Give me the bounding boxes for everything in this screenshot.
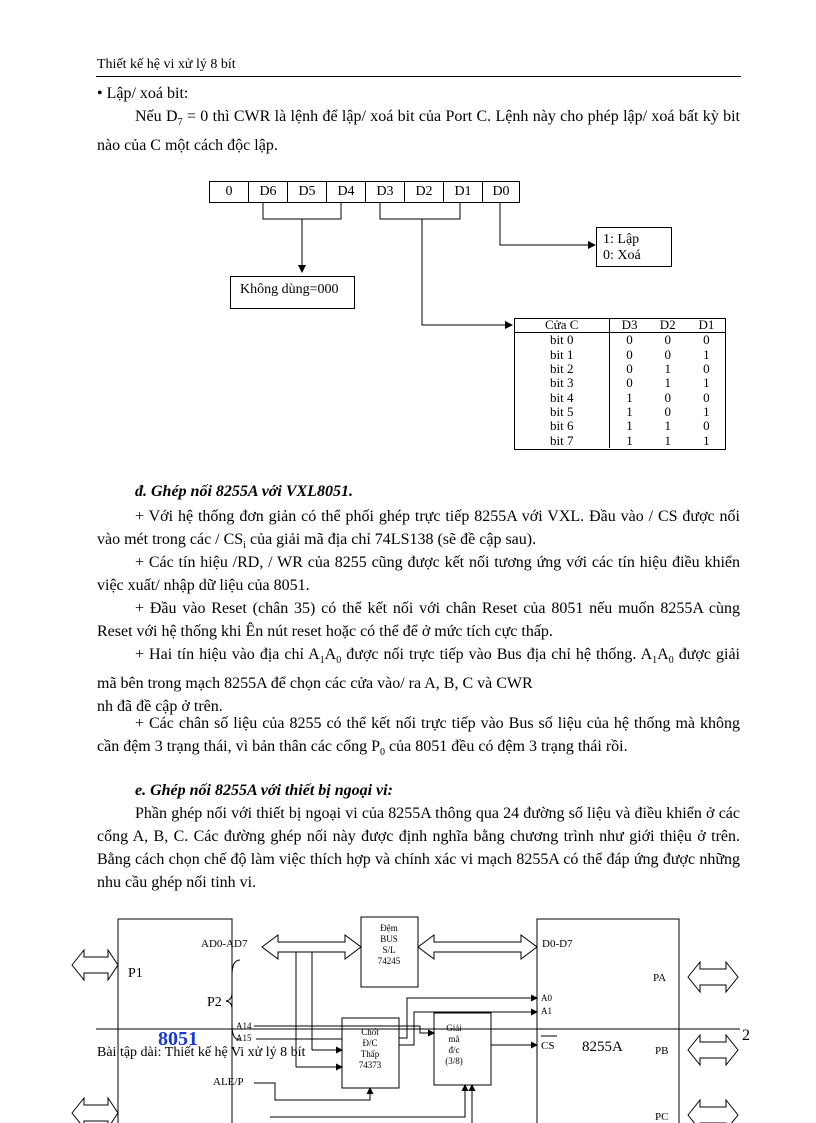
table-row: bit 2 0 1 0 [514,362,726,376]
table-row: bit 6 1 1 0 [514,419,726,433]
svg-text:Giải: Giải [446,1023,462,1033]
table-row: bit 5 1 0 1 [514,405,726,419]
a0-label: A0 [541,993,552,1003]
section-d-para-4: + Hai tín hiệu vào địa chỉ $A_1A_0$ được nối trực tiếp vào Bus địa chỉ hệ thống. $A_1A_0$ được giải mã bên trong mạch 8255A để chọn các cửa vào/ ra A, B, C và CWR nh đã đề cập ở trên. [97,646,740,716]
table-row: bit 3 0 1 1 [514,376,726,390]
page-footer: Bài tập dài: Thiết kế hệ Vi xử lý 8 bít [97,1045,306,1060]
svg-text:BUS: BUS [380,934,398,944]
table-row: bit 0 0 0 0 [514,333,726,348]
pb-label: PB [655,1045,669,1057]
register-bit-d3: D3 [365,181,405,203]
svg-text:74245: 74245 [377,956,401,966]
svg-text:(3/8): (3/8) [445,1056,463,1066]
table-header-cell: D1 [687,318,726,333]
a1-label: A1 [541,1006,552,1016]
section-e-para: Phần ghép nối với thiết bị ngoại vi của 8255A thông qua 24 đường số liệu và điều khiển ở các cổng A, B, C. Các đường ghép nối này được định nghĩa bằng chương trình như giới thiệu ở trên. Bằng cách chọn chế độ làm việc thích hợp và chính xác vi mạch 8255A có thể đáp ứng được những nhu cầu ghép nối tinh vi. [97,805,740,891]
section-e-heading: e. Ghép nối 8255A với thiết bị ngoại vi: [135,782,393,799]
pa-label: PA [653,972,667,984]
register-bit-d0: D0 [482,181,520,203]
chip-label: 8255A [582,1039,623,1055]
pc-label: PC [655,1111,669,1123]
section-d-para-2: + Các tín hiệu /RD, / WR của 8255 cũng được kết nối tương ứng với các tín hiệu điều khiển việc xuất/ nhập dữ liệu của 8051. [97,554,740,594]
table-row: bit 7 1 1 1 [514,433,726,447]
a15-label: A15 [236,1033,252,1043]
bit-paragraph: Nếu $D_7 = 0$ thì CWR là lệnh để lập/ xoá bit của Port C. Lệnh này cho phép lập/ xoá bất kỳ bit nào của C một cách độc lập. [97,108,740,155]
d0d7-label: D0-D7 [542,938,573,950]
register-bit-d4: D4 [326,181,366,203]
svg-text:S/L: S/L [382,945,396,955]
table-header-cell: D2 [649,318,687,333]
page-header: Thiết kế hệ vi xử lý 8 bít [97,57,236,72]
register-bit-d1: D1 [443,181,483,203]
table-header-row [514,318,726,333]
svg-text:đ/c: đ/c [448,1045,460,1055]
register-bit-d5: D5 [287,181,327,203]
mcu-label: 8051 [158,1028,198,1050]
unused-bits-box: Không dùng=000 [230,276,355,309]
bit-select-table [514,318,726,448]
section-d-para-1: + Với hệ thống đơn giản có thể phối ghép trực tiếp 8255A với VXL. Đầu vào / CS được nối vào mét trong các / $CS_i$ của giải mã địa chỉ 74LS138 (sẽ đề cập sau). [97,508,740,552]
svg-text:Chốt: Chốt [361,1027,379,1037]
a14-label: A14 [236,1021,252,1031]
set-clear-box: 1: Lập 0: Xoá [596,227,672,267]
svg-text:Đ/C: Đ/C [362,1038,378,1048]
svg-text:Đệm: Đệm [380,923,398,933]
register-bit-d2: D2 [404,181,444,203]
p1-label: P1 [128,966,143,981]
table-row: bit 1 0 0 1 [514,348,726,362]
register-bit-d7: 0 [209,181,249,203]
p2-label: P2 [207,995,222,1010]
svg-text:Thấp: Thấp [360,1049,380,1059]
ale-label: ALE/P [213,1076,244,1088]
section-d-heading: đ. Ghép nối 8255A với VXL8051. [135,483,353,500]
interface-diagram [0,905,816,1123]
svg-text:74373: 74373 [358,1060,382,1070]
page-number: 2 [742,1027,750,1044]
section-d-para-5: + Các chân số liệu của 8255 có thể kết nối trực tiếp vào Bus số liệu của hệ thống mà không cần đệm 3 trạng thái, vì bản thân các cổng $P_0$ của 8051 đều có đệm 3 trạng thái rồi. [97,715,740,759]
register-bit-d6: D6 [248,181,288,203]
svg-text:mã: mã [448,1034,460,1044]
ad-label: AD0-AD7 [201,938,248,950]
section-d-para-3: + Đầu vào Reset (chân 35) có thể kết nối với chân Reset của 8051 nếu muốn 8255A cùng Reset với hệ thống khi Ên nút reset hoặc có thể để ở mức tích cực thấp. [97,600,740,640]
table-header-cell: Cửa C [514,318,610,333]
cs-label: CS [541,1040,555,1052]
table-row: bit 4 1 0 0 [514,390,726,404]
table-header-cell: D3 [610,318,649,333]
bullet-heading: • Lập/ xoá bit: [97,85,189,102]
